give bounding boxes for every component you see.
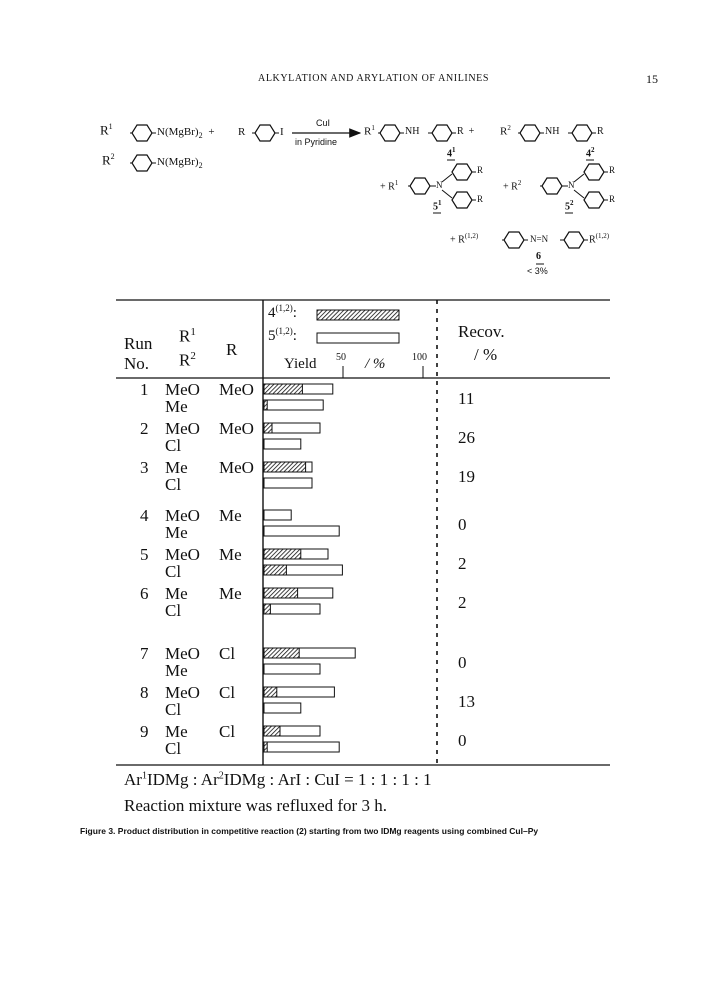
reflux-note: Reaction mixture was refluxed for 3 h. (124, 796, 387, 815)
compound-label-4-2: $4^2$ (586, 146, 595, 160)
running-title: ALKYLATION AND ARYLATION OF ANILINES (258, 73, 490, 84)
product-4-1-prefix: $R^1$ (364, 124, 375, 138)
col-r1: $R^1$ (179, 326, 196, 346)
reactant-1: $R^1$ (100, 122, 113, 138)
legend-swatch-hatched (317, 310, 399, 320)
compound-label-4-1: $4^1$ (447, 146, 456, 160)
col-r: R (226, 340, 238, 359)
run-number: 9 (140, 722, 149, 741)
recovery-value: 11 (458, 389, 475, 408)
bar-total (264, 478, 312, 488)
bar-hatched-segment (264, 687, 277, 697)
stoichiometry-line: Ar$^1$IDMg : Ar$^2$IDMg : ArI : CuI = 1 : 1 : 1 : 1 (124, 770, 432, 789)
bar-total (264, 510, 291, 520)
recovery-value: 0 (458, 653, 467, 672)
bar-hatched-segment (264, 565, 286, 575)
r2-substituent: Cl (165, 739, 182, 758)
product-4-1-r: R + (457, 126, 475, 137)
product-5-2-prefix: + $R^2$ (503, 179, 522, 193)
bar-hatched-segment (264, 384, 302, 394)
product-4-2-prefix: $R^2$ (500, 124, 511, 138)
reactant-2-suffix: I (280, 126, 284, 138)
product-6-azo: N=N (530, 234, 549, 244)
r2-substituent: Cl (165, 436, 182, 455)
r1-substituent: Me (165, 458, 188, 477)
run-number: 7 (140, 644, 149, 663)
r2-substituent: Me (165, 397, 188, 416)
compound-label-5-1: $5^1$ (433, 199, 442, 213)
product-4-1-nh: NH (405, 126, 420, 137)
product-5-2-r-top: R (609, 165, 616, 175)
bar-hatched-segment (264, 400, 267, 410)
tick-label-50: 50 (336, 352, 346, 363)
reactant-2: R (238, 126, 246, 138)
product-6-note: < 3% (527, 266, 548, 276)
col-recov-unit: / % (474, 345, 498, 364)
r-substituent: Cl (219, 683, 236, 702)
run-number: 3 (140, 458, 149, 477)
bar-hatched-segment (264, 423, 272, 433)
condition-label: in Pyridine (295, 137, 338, 147)
tick-label-100: 100 (412, 352, 427, 363)
bar-hatched-segment (264, 726, 280, 736)
bar-total (264, 742, 339, 752)
r1-substituent: MeO (165, 545, 200, 564)
recovery-value: 0 (458, 731, 467, 750)
yield-axis-label: Yield (284, 356, 317, 372)
product-5-2-n: N (568, 180, 575, 190)
r-substituent: Cl (219, 722, 236, 741)
r1-substituent: MeO (165, 380, 200, 399)
product-4-2-nh: NH (545, 126, 560, 137)
col-r2: $R^2$ (179, 350, 196, 370)
r1-substituent: Me (165, 584, 188, 603)
r1-substituent: Me (165, 722, 188, 741)
reactant-3: $R^2$ (102, 152, 115, 168)
benzene-ring-icon (132, 155, 152, 171)
col-no: No. (124, 354, 150, 373)
bar-hatched-segment (264, 604, 270, 614)
page-number: 15 (646, 72, 658, 86)
reactant-1-suffix: $N(MgBr)_2$ + (157, 126, 215, 141)
legend-4: 4$^{(1,2)}$: (268, 303, 297, 321)
bar-hatched-segment (264, 549, 301, 559)
r2-substituent: Cl (165, 562, 182, 581)
recovery-value: 2 (458, 593, 467, 612)
benzene-ring-icon (255, 125, 275, 141)
bar-total (264, 604, 320, 614)
product-6-prefix: + R$^{(1,2)}$ (450, 232, 479, 246)
r-substituent: MeO (219, 380, 254, 399)
run-number: 4 (140, 506, 149, 525)
r-substituent: MeO (219, 458, 254, 477)
bar-hatched-segment (264, 742, 267, 752)
bar-total (264, 526, 339, 536)
r2-substituent: Me (165, 523, 188, 542)
r1-substituent: MeO (165, 644, 200, 663)
r-substituent: Me (219, 506, 242, 525)
benzene-ring-icon (132, 125, 152, 141)
bar-hatched-segment (264, 588, 298, 598)
run-number: 8 (140, 683, 149, 702)
col-run: Run (124, 334, 153, 353)
bar-total (264, 400, 323, 410)
figure-caption: Figure 3. Product distribution in competitive reaction (2) starting from two IDMg reagents using combined CuI–Py (80, 826, 539, 836)
r-substituent: MeO (219, 419, 254, 438)
r-substituent: Me (219, 584, 242, 603)
r-substituent: Cl (219, 644, 236, 663)
bar-total (264, 439, 301, 449)
run-number: 6 (140, 584, 149, 603)
r2-substituent: Cl (165, 700, 182, 719)
product-5-1-n: N (436, 180, 443, 190)
bar-hatched-segment (264, 462, 306, 472)
recovery-value: 0 (458, 515, 467, 534)
r2-substituent: Cl (165, 601, 182, 620)
product-5-1-prefix: + $R^1$ (380, 179, 399, 193)
product-5-1-r-bottom: R (477, 194, 484, 204)
r2-substituent: Cl (165, 475, 182, 494)
bar-hatched-segment (264, 648, 299, 658)
product-6-suffix: R$^{(1,2)}$ (589, 232, 610, 246)
recovery-value: 26 (458, 428, 475, 447)
bar-total (264, 703, 301, 713)
r-substituent: Me (219, 545, 242, 564)
run-number: 2 (140, 419, 149, 438)
product-5-2-r-bottom: R (609, 194, 616, 204)
reactant-3-suffix: $N(MgBr)_2$ (157, 156, 203, 171)
product-5-1-r-top: R (477, 165, 484, 175)
r1-substituent: MeO (165, 683, 200, 702)
bar-total (264, 664, 320, 674)
run-number: 5 (140, 545, 149, 564)
yield-bars (264, 384, 355, 752)
recovery-value: 13 (458, 692, 475, 711)
col-recov: Recov. (458, 322, 505, 341)
r1-substituent: MeO (165, 419, 200, 438)
reagent-label: CuI (316, 118, 331, 128)
legend-swatch-open (317, 333, 399, 343)
recovery-value: 2 (458, 554, 467, 573)
product-4-2-r: R (597, 126, 604, 137)
r1-substituent: MeO (165, 506, 200, 525)
r2-substituent: Me (165, 661, 188, 680)
compound-label-6: 6 (536, 251, 541, 262)
legend-5: 5$^{(1,2)}$: (268, 326, 297, 344)
recovery-value: 19 (458, 467, 475, 486)
run-number: 1 (140, 380, 149, 399)
compound-label-5-2: $5^2$ (565, 199, 574, 213)
yield-axis-unit: / % (365, 356, 386, 372)
